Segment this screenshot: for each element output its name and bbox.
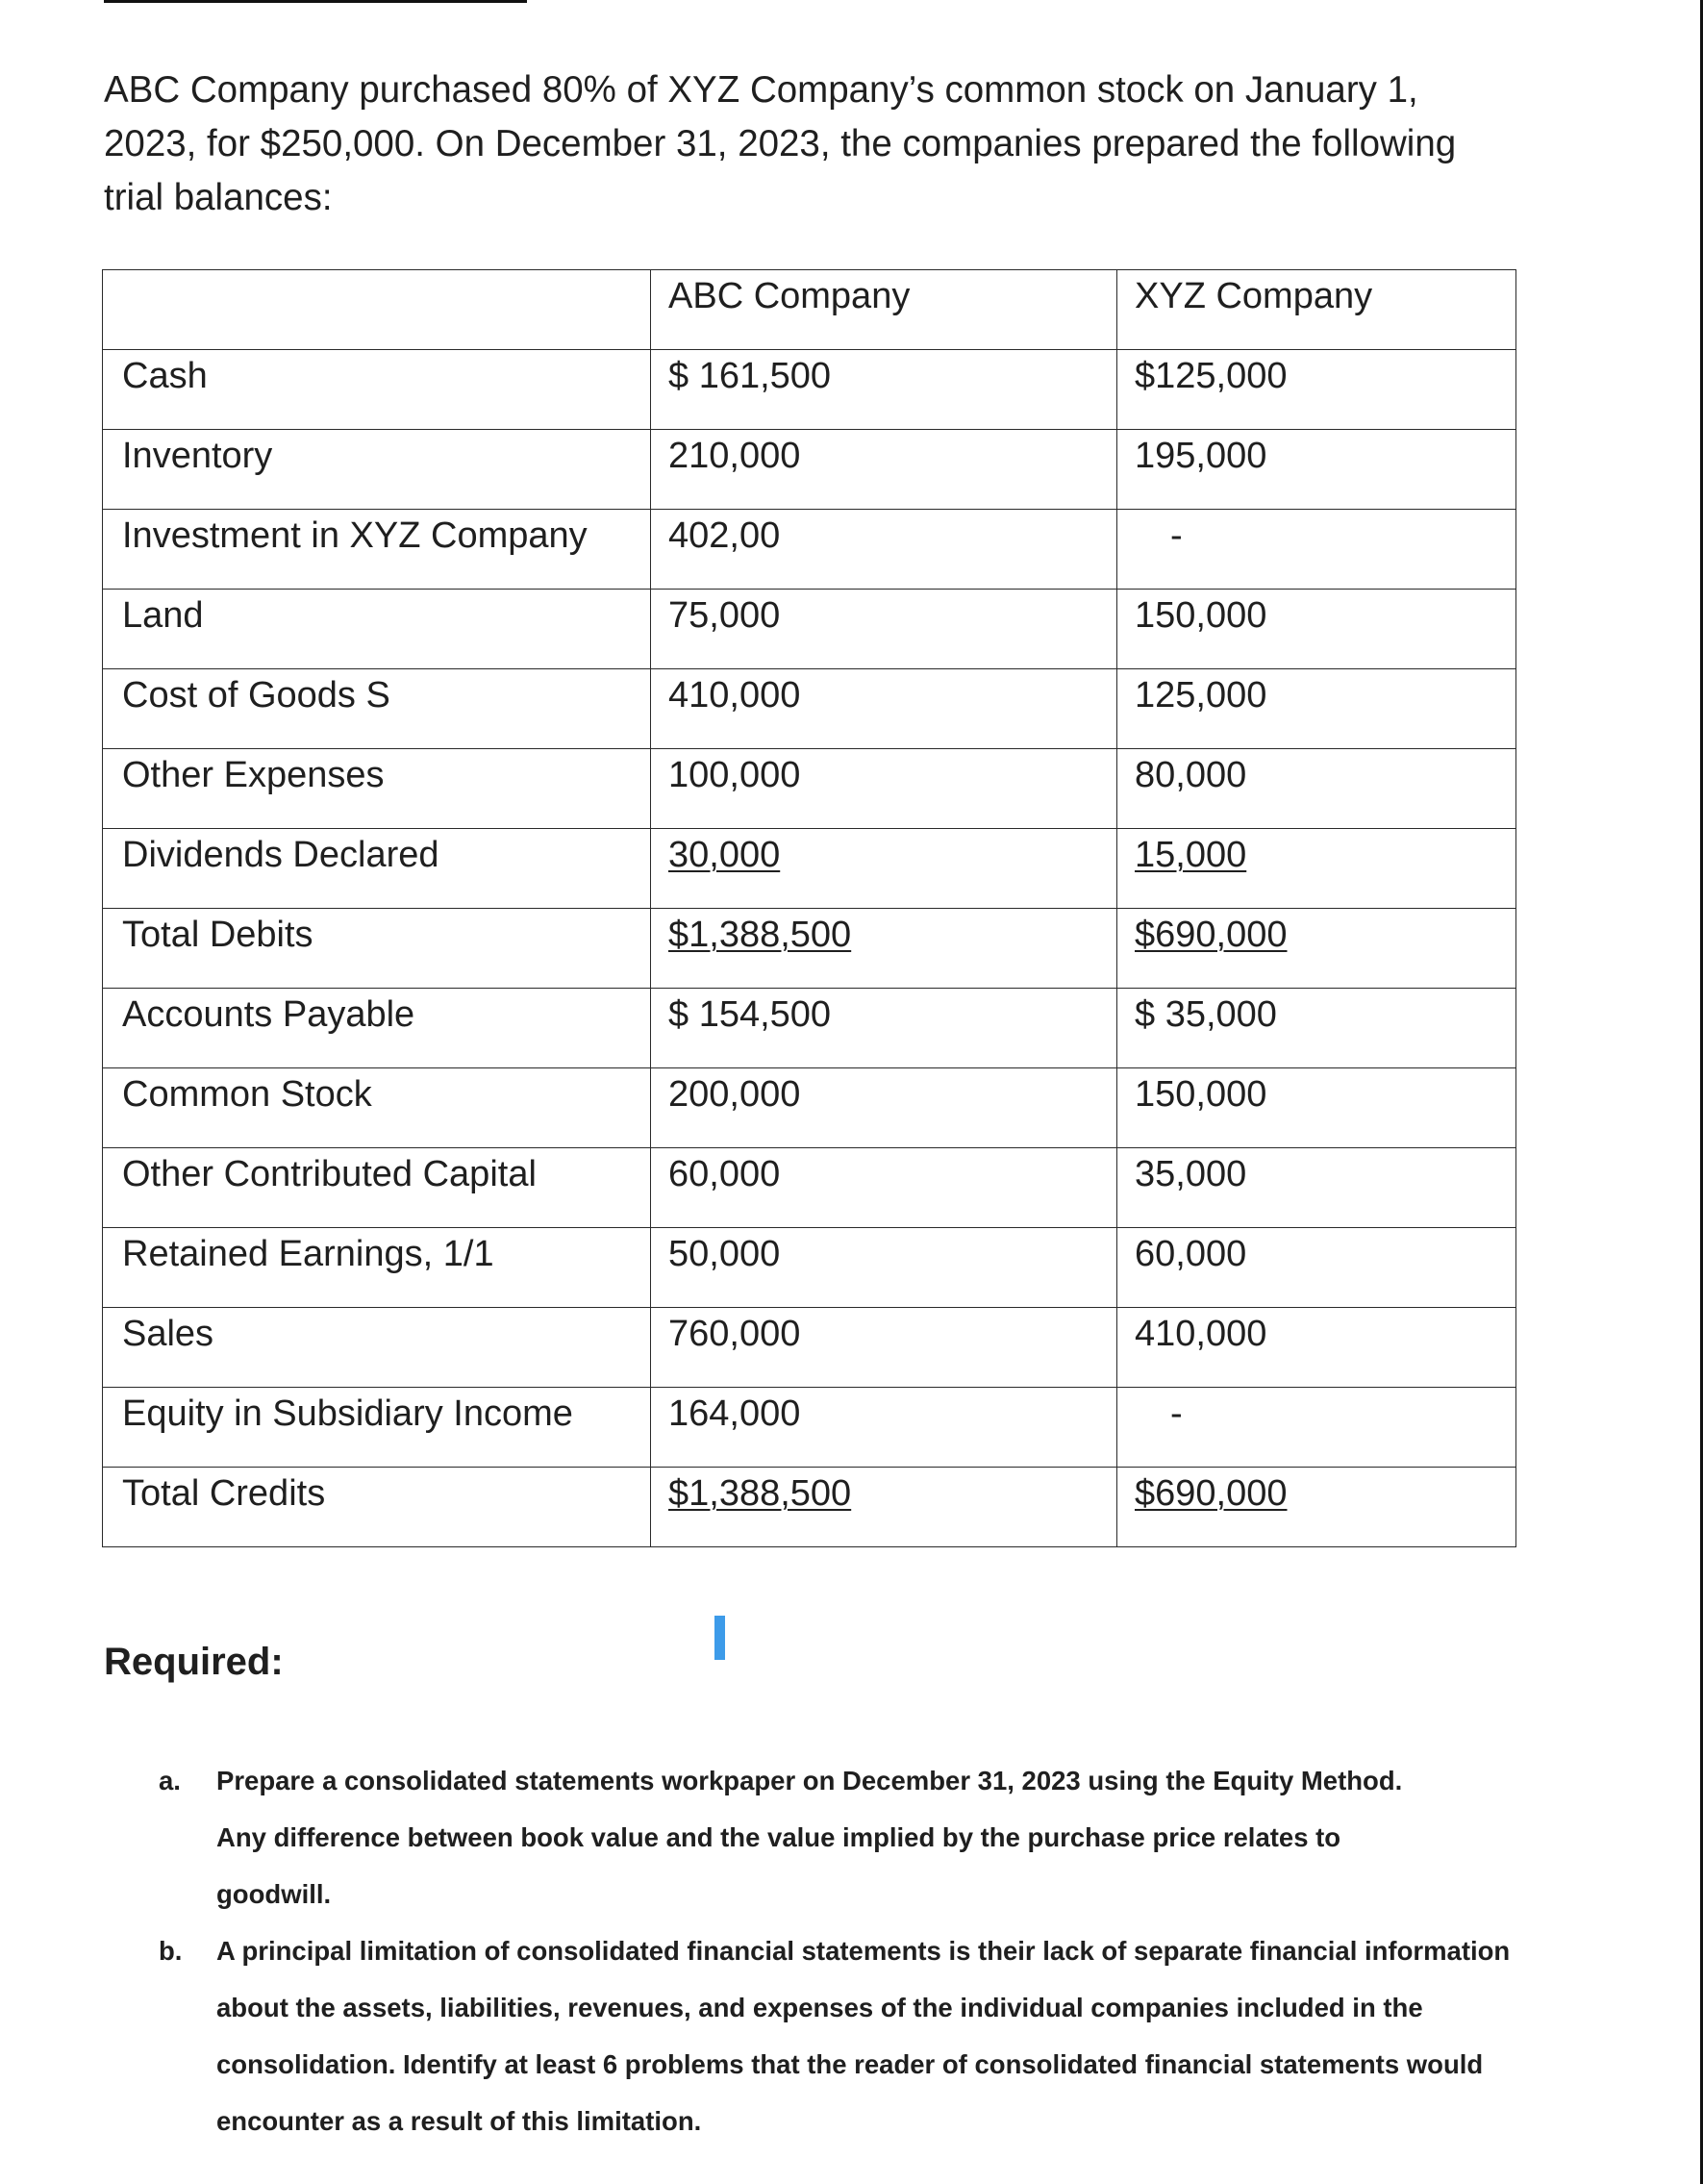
table-row — [103, 909, 1516, 989]
header-label — [103, 270, 651, 350]
requirement-line: Prepare a consolidated statements workpaper on December 31, 2023 using the Equity Method. — [216, 1766, 1403, 1795]
abc-value: 75,000 — [651, 590, 1117, 669]
row-label: Total Debits — [103, 909, 651, 989]
required-heading: Required: — [104, 1641, 284, 1683]
table-row — [103, 590, 1516, 669]
row-label: Investment in XYZ Company — [103, 510, 651, 590]
abc-value: 50,000 — [651, 1228, 1117, 1308]
trial-balance-table — [102, 269, 1516, 1547]
requirement-text — [216, 1752, 1601, 1922]
abc-value: $ 154,500 — [651, 989, 1117, 1068]
header-abc-company: ABC Company — [651, 270, 1117, 350]
requirement-letter: a. — [159, 1766, 181, 1795]
xyz-value: 80,000 — [1117, 749, 1516, 829]
requirement-line: consolidation. Identify at least 6 problems that the reader of consolidated financial statements would — [216, 2049, 1484, 2079]
xyz-value: $125,000 — [1117, 350, 1516, 430]
row-label: Cash — [103, 350, 651, 430]
table-row — [103, 749, 1516, 829]
abc-value: 164,000 — [651, 1388, 1117, 1468]
requirement-line: about the assets, liabilities, revenues, and expenses of the individual companies included in the — [216, 1993, 1423, 2022]
xyz-value: $ 35,000 — [1117, 989, 1516, 1068]
abc-value-text: $1,388,500 — [668, 1473, 852, 1514]
xyz-value-text: $690,000 — [1135, 1473, 1288, 1514]
table-row — [103, 1148, 1516, 1228]
table-row — [103, 669, 1516, 749]
abc-value: $ 161,500 — [651, 350, 1117, 430]
xyz-value: 150,000 — [1117, 1068, 1516, 1148]
abc-value: 60,000 — [651, 1148, 1117, 1228]
table-header-row — [103, 270, 1516, 350]
row-label: Total Credits — [103, 1468, 651, 1547]
table-row — [103, 1068, 1516, 1148]
abc-value — [651, 909, 1117, 989]
row-label: Land — [103, 590, 651, 669]
abc-value: 100,000 — [651, 749, 1117, 829]
abc-value: 402,00 — [651, 510, 1117, 590]
row-label: Common Stock — [103, 1068, 651, 1148]
intro-line: ABC Company purchased 80% of XYZ Company’s common stock on January 1, — [104, 69, 1418, 111]
xyz-value: - — [1117, 510, 1516, 590]
row-label: Cost of Goods S — [103, 669, 651, 749]
abc-value-text: $1,388,500 — [668, 915, 852, 955]
requirements-list — [159, 1752, 1601, 2149]
row-label: Other Expenses — [103, 749, 651, 829]
table-row — [103, 989, 1516, 1068]
requirement-a — [159, 1752, 1601, 1922]
abc-value — [651, 1468, 1117, 1547]
header-xyz-company: XYZ Company — [1117, 270, 1516, 350]
xyz-value: 195,000 — [1117, 430, 1516, 510]
table-row — [103, 829, 1516, 909]
xyz-value — [1117, 909, 1516, 989]
abc-value: 760,000 — [651, 1308, 1117, 1388]
abc-value-text: 30,000 — [668, 835, 781, 875]
text-cursor — [714, 1616, 725, 1660]
xyz-value: 150,000 — [1117, 590, 1516, 669]
intro-paragraph — [104, 63, 1527, 225]
intro-line: 2023, for $250,000. On December 31, 2023, the companies prepared the following — [104, 123, 1457, 164]
requirement-line: encounter as a result of this limitation. — [216, 2106, 702, 2136]
requirement-letter: b. — [159, 1936, 183, 1966]
table-row — [103, 510, 1516, 590]
row-label: Inventory — [103, 430, 651, 510]
table-row — [103, 1388, 1516, 1468]
row-label: Dividends Declared — [103, 829, 651, 909]
table-row — [103, 350, 1516, 430]
abc-value: 410,000 — [651, 669, 1117, 749]
xyz-value-text: 15,000 — [1135, 835, 1247, 875]
requirement-line: goodwill. — [216, 1879, 332, 1909]
xyz-value: 60,000 — [1117, 1228, 1516, 1308]
requirement-line: A principal limitation of consolidated financial statements is their lack of separate financial information — [216, 1936, 1511, 1966]
row-label: Other Contributed Capital — [103, 1148, 651, 1228]
abc-value: 210,000 — [651, 430, 1117, 510]
row-label: Accounts Payable — [103, 989, 651, 1068]
table-row — [103, 430, 1516, 510]
row-label: Sales — [103, 1308, 651, 1388]
requirement-b — [159, 1922, 1601, 2149]
xyz-value: - — [1117, 1388, 1516, 1468]
abc-value — [651, 829, 1117, 909]
row-label: Equity in Subsidiary Income — [103, 1388, 651, 1468]
intro-line: trial balances: — [104, 177, 333, 218]
row-label: Retained Earnings, 1/1 — [103, 1228, 651, 1308]
top-rule — [104, 0, 527, 3]
xyz-value-text: $690,000 — [1135, 915, 1288, 955]
table-row — [103, 1468, 1516, 1547]
requirement-text — [216, 1922, 1601, 2149]
requirement-line: Any difference between book value and the value implied by the purchase price relates to — [216, 1822, 1341, 1852]
abc-value: 200,000 — [651, 1068, 1117, 1148]
xyz-value — [1117, 1468, 1516, 1547]
xyz-value: 410,000 — [1117, 1308, 1516, 1388]
table-row — [103, 1228, 1516, 1308]
xyz-value: 125,000 — [1117, 669, 1516, 749]
xyz-value — [1117, 829, 1516, 909]
table-row — [103, 1308, 1516, 1388]
xyz-value: 35,000 — [1117, 1148, 1516, 1228]
